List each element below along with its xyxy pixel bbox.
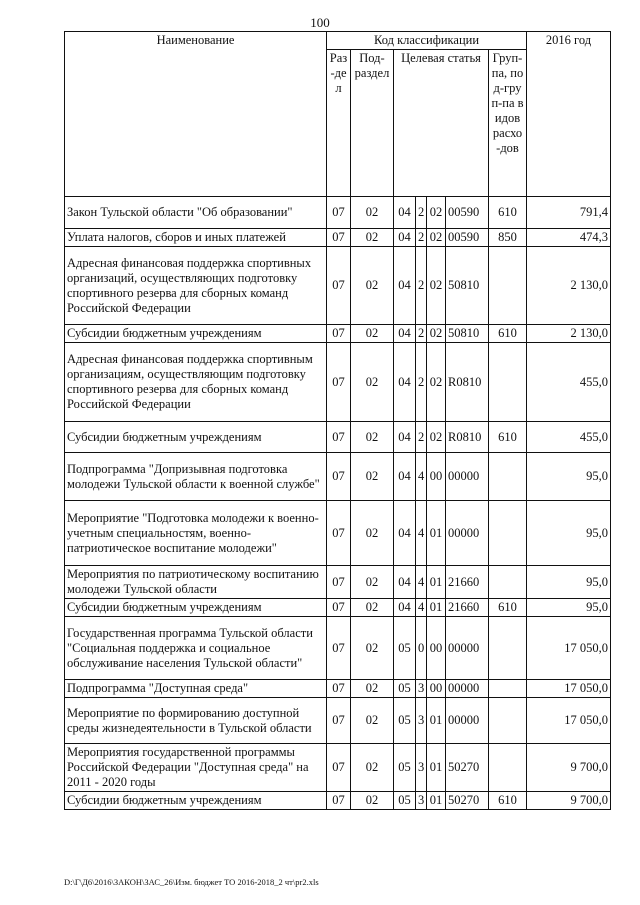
row-target-direction: 50270 xyxy=(446,792,489,810)
row-expense-group: 610 xyxy=(489,422,527,453)
row-name: Субсидии бюджетным учреждениям xyxy=(65,599,327,617)
row-name: Субсидии бюджетным учреждениям xyxy=(65,325,327,343)
row-name: Закон Тульской области "Об образовании" xyxy=(65,197,327,229)
row-target-event: 01 xyxy=(427,792,446,810)
row-target-program: 04 xyxy=(394,566,416,599)
row-expense-group xyxy=(489,501,527,566)
row-section: 07 xyxy=(327,680,351,698)
row-name: Мероприятие по формированию доступной среды жизнедеятельности в Тульской области xyxy=(65,698,327,744)
row-target-subprogram: 3 xyxy=(416,680,427,698)
row-section: 07 xyxy=(327,229,351,247)
row-target-program: 05 xyxy=(394,617,416,680)
table-row xyxy=(65,617,611,680)
row-section: 07 xyxy=(327,247,351,325)
table-row xyxy=(65,698,611,744)
header-subsection: Под-раздел xyxy=(351,50,394,197)
row-section: 07 xyxy=(327,197,351,229)
row-name: Адресная финансовая поддержка спортивных организаций, осуществляющих подготовку спортивного резерва для сборных команд Российской Федерации xyxy=(65,247,327,325)
row-amount: 17 050,0 xyxy=(527,617,611,680)
row-subsection: 02 xyxy=(351,247,394,325)
row-target-event: 02 xyxy=(427,247,446,325)
row-expense-group xyxy=(489,247,527,325)
row-target-subprogram: 2 xyxy=(416,422,427,453)
row-amount: 455,0 xyxy=(527,422,611,453)
row-target-subprogram: 3 xyxy=(416,792,427,810)
row-target-direction: 21660 xyxy=(446,599,489,617)
header-year: 2016 год xyxy=(527,32,611,197)
row-target-program: 05 xyxy=(394,680,416,698)
table-row xyxy=(65,792,611,810)
row-amount: 791,4 xyxy=(527,197,611,229)
row-target-program: 04 xyxy=(394,229,416,247)
row-section: 07 xyxy=(327,325,351,343)
row-target-direction: 00000 xyxy=(446,501,489,566)
row-name: Субсидии бюджетным учреждениям xyxy=(65,422,327,453)
row-expense-group xyxy=(489,617,527,680)
row-target-subprogram: 0 xyxy=(416,617,427,680)
row-target-direction: 50810 xyxy=(446,325,489,343)
row-subsection: 02 xyxy=(351,229,394,247)
row-name: Государственная программа Тульской области "Социальная поддержка и социальное обслуживание населения Тульской области" xyxy=(65,617,327,680)
row-target-direction: 00000 xyxy=(446,680,489,698)
row-name: Мероприятие "Подготовка молодежи к военно-учетным специальностям, военно-патриотическое воспитание молодежи" xyxy=(65,501,327,566)
row-subsection: 02 xyxy=(351,792,394,810)
table-row xyxy=(65,343,611,422)
row-name: Мероприятия государственной программы Российской Федерации "Доступная среда" на 2011 - 2020 годы xyxy=(65,744,327,792)
row-target-direction: R0810 xyxy=(446,422,489,453)
page-number: 100 xyxy=(310,15,330,30)
row-subsection: 02 xyxy=(351,566,394,599)
row-target-subprogram: 2 xyxy=(416,229,427,247)
row-target-direction: 50810 xyxy=(446,247,489,325)
table-row xyxy=(65,197,611,229)
row-target-subprogram: 2 xyxy=(416,247,427,325)
row-target-program: 04 xyxy=(394,599,416,617)
row-target-program: 04 xyxy=(394,453,416,501)
row-section: 07 xyxy=(327,422,351,453)
row-target-direction: R0810 xyxy=(446,343,489,422)
header-target-article: Целевая статья xyxy=(394,50,489,197)
row-section: 07 xyxy=(327,343,351,422)
table-row xyxy=(65,247,611,325)
row-amount: 95,0 xyxy=(527,453,611,501)
row-expense-group: 610 xyxy=(489,792,527,810)
row-target-subprogram: 2 xyxy=(416,197,427,229)
row-target-subprogram: 2 xyxy=(416,343,427,422)
row-name: Субсидии бюджетным учреждениям xyxy=(65,792,327,810)
row-target-program: 05 xyxy=(394,698,416,744)
row-target-subprogram: 3 xyxy=(416,698,427,744)
table-row xyxy=(65,325,611,343)
table-row xyxy=(65,566,611,599)
row-amount: 474,3 xyxy=(527,229,611,247)
header-code-group: Код классификации xyxy=(327,32,527,50)
table-row xyxy=(65,422,611,453)
row-target-subprogram: 4 xyxy=(416,566,427,599)
row-target-event: 00 xyxy=(427,617,446,680)
row-section: 07 xyxy=(327,599,351,617)
row-target-subprogram: 4 xyxy=(416,599,427,617)
row-amount: 95,0 xyxy=(527,501,611,566)
row-name: Уплата налогов, сборов и иных платежей xyxy=(65,229,327,247)
row-target-subprogram: 4 xyxy=(416,501,427,566)
row-target-event: 01 xyxy=(427,501,446,566)
row-target-direction: 00000 xyxy=(446,453,489,501)
row-expense-group xyxy=(489,453,527,501)
row-target-event: 02 xyxy=(427,229,446,247)
row-subsection: 02 xyxy=(351,343,394,422)
row-target-event: 02 xyxy=(427,197,446,229)
row-section: 07 xyxy=(327,792,351,810)
row-target-subprogram: 2 xyxy=(416,325,427,343)
table-row xyxy=(65,453,611,501)
row-target-event: 01 xyxy=(427,566,446,599)
row-subsection: 02 xyxy=(351,617,394,680)
row-target-program: 05 xyxy=(394,792,416,810)
header-section: Раз-дел xyxy=(327,50,351,197)
row-subsection: 02 xyxy=(351,501,394,566)
row-expense-group xyxy=(489,680,527,698)
row-target-program: 05 xyxy=(394,744,416,792)
row-section: 07 xyxy=(327,617,351,680)
budget-rows xyxy=(65,197,611,810)
row-target-program: 04 xyxy=(394,325,416,343)
row-section: 07 xyxy=(327,566,351,599)
row-section: 07 xyxy=(327,698,351,744)
row-target-direction: 00000 xyxy=(446,698,489,744)
header-name: Наименование xyxy=(65,32,327,197)
table-row xyxy=(65,229,611,247)
row-target-direction: 00590 xyxy=(446,197,489,229)
row-amount: 2 130,0 xyxy=(527,247,611,325)
row-amount: 17 050,0 xyxy=(527,698,611,744)
row-target-event: 00 xyxy=(427,680,446,698)
row-subsection: 02 xyxy=(351,325,394,343)
row-subsection: 02 xyxy=(351,197,394,229)
row-target-event: 00 xyxy=(427,453,446,501)
row-subsection: 02 xyxy=(351,680,394,698)
row-expense-group xyxy=(489,566,527,599)
table-row xyxy=(65,744,611,792)
row-expense-group: 610 xyxy=(489,325,527,343)
row-target-program: 04 xyxy=(394,343,416,422)
row-section: 07 xyxy=(327,453,351,501)
row-subsection: 02 xyxy=(351,698,394,744)
row-expense-group xyxy=(489,698,527,744)
row-expense-group: 610 xyxy=(489,599,527,617)
row-target-program: 04 xyxy=(394,501,416,566)
row-subsection: 02 xyxy=(351,453,394,501)
row-subsection: 02 xyxy=(351,744,394,792)
row-amount: 17 050,0 xyxy=(527,680,611,698)
header-expense-group: Груп-па, под-груп-па видов расхо-дов xyxy=(489,50,527,197)
row-target-event: 01 xyxy=(427,698,446,744)
row-target-event: 01 xyxy=(427,744,446,792)
row-target-program: 04 xyxy=(394,422,416,453)
row-section: 07 xyxy=(327,501,351,566)
row-name: Адресная финансовая поддержка спортивным организациям, осуществляющим подготовку спортивного резерва для сборных команд Российской Федерации xyxy=(65,343,327,422)
row-amount: 2 130,0 xyxy=(527,325,611,343)
row-name: Мероприятия по патриотическому воспитанию молодежи Тульской области xyxy=(65,566,327,599)
row-section: 07 xyxy=(327,744,351,792)
row-expense-group: 850 xyxy=(489,229,527,247)
row-expense-group: 610 xyxy=(489,197,527,229)
row-subsection: 02 xyxy=(351,422,394,453)
table-row xyxy=(65,599,611,617)
row-target-program: 04 xyxy=(394,247,416,325)
row-target-program: 04 xyxy=(394,197,416,229)
row-target-direction: 00590 xyxy=(446,229,489,247)
row-target-event: 01 xyxy=(427,599,446,617)
row-target-direction: 50270 xyxy=(446,744,489,792)
row-amount: 9 700,0 xyxy=(527,744,611,792)
row-target-event: 02 xyxy=(427,422,446,453)
row-expense-group xyxy=(489,343,527,422)
row-amount: 95,0 xyxy=(527,566,611,599)
row-amount: 95,0 xyxy=(527,599,611,617)
table-row xyxy=(65,680,611,698)
row-target-direction: 00000 xyxy=(446,617,489,680)
row-amount: 9 700,0 xyxy=(527,792,611,810)
row-name: Подпрограмма "Доступная среда" xyxy=(65,680,327,698)
row-subsection: 02 xyxy=(351,599,394,617)
footer-file-path: D:\Г\Д6\2016\ЗАКОН\ЗАС_26\Изм. бюджет ТО 2016-2018_2 чт\pr2.xls xyxy=(64,877,319,887)
row-target-event: 02 xyxy=(427,343,446,422)
row-target-subprogram: 3 xyxy=(416,744,427,792)
row-expense-group xyxy=(489,744,527,792)
row-amount: 455,0 xyxy=(527,343,611,422)
row-target-direction: 21660 xyxy=(446,566,489,599)
row-target-subprogram: 4 xyxy=(416,453,427,501)
row-name: Подпрограмма "Допризывная подготовка молодежи Тульской области к военной службе" xyxy=(65,453,327,501)
budget-table xyxy=(64,31,611,810)
row-target-event: 02 xyxy=(427,325,446,343)
table-row xyxy=(65,501,611,566)
